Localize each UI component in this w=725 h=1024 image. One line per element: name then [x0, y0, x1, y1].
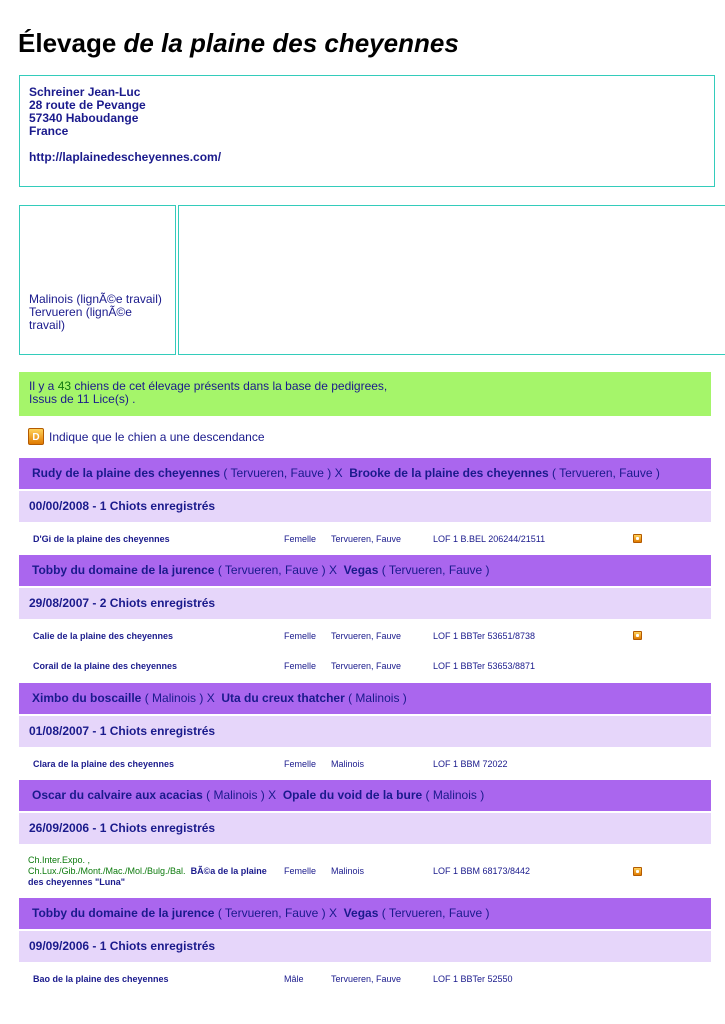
dog-lof: LOF 1 BBTer 53653/8871: [433, 661, 536, 671]
legend: [28, 428, 265, 445]
dog-sex: Femelle: [284, 759, 317, 769]
dog-color: Tervueren, Fauve: [331, 974, 402, 984]
dam-info: ( Tervueren, Fauve ): [378, 906, 490, 920]
dog-count: 43: [57, 379, 72, 393]
dog-color: Tervueren, Fauve: [331, 661, 402, 671]
title-kennel-name: de la plaine des cheyennes: [123, 28, 459, 58]
dam-info: ( Malinois ): [422, 788, 485, 802]
sire-info: ( Tervueren, Fauve ): [214, 563, 329, 577]
dog-name-link[interactable]: Clara de la plaine des cheyennes: [33, 759, 175, 769]
descendance-icon: D: [28, 428, 44, 445]
dog-name-link[interactable]: BÃ©a de la plaine des cheyennes "Luna": [28, 866, 267, 887]
dog-color: Malinois: [331, 866, 365, 876]
breeder-street: 28 route de Pevange: [29, 98, 146, 112]
pair-header: [19, 555, 711, 586]
summary-text-1: Il y a: [29, 379, 58, 393]
cross-x: X: [334, 466, 343, 480]
litter-header: 00/00/2008 - 1 Chiots enregistrés: [19, 491, 711, 522]
dog-name-link[interactable]: Calie de la plaine des cheyennes: [33, 631, 174, 641]
sire-info: ( Tervueren, Fauve ): [214, 906, 329, 920]
dam-link[interactable]: Vegas: [343, 906, 379, 920]
sire-link[interactable]: Tobby du domaine de la jurence: [32, 563, 215, 577]
photo-box: [178, 205, 725, 355]
dog-name-link[interactable]: Bao de la plaine des cheyennes: [33, 974, 169, 984]
descendance-icon[interactable]: [633, 631, 642, 640]
dog-color: Malinois: [331, 759, 365, 769]
breeder-address-box: [19, 75, 715, 187]
pair-header: [19, 683, 711, 714]
dog-name-with-titles[interactable]: [28, 855, 268, 888]
breeder-name: Schreiner Jean-Luc: [29, 85, 141, 99]
breeds-box: [19, 205, 176, 355]
dog-lof: LOF 1 B.BEL 206244/21511: [433, 534, 546, 544]
litter-header: 29/08/2007 - 2 Chiots enregistrés: [19, 588, 711, 619]
dog-sex: Femelle: [284, 866, 317, 876]
sire-link[interactable]: Ximbo du boscaille: [32, 691, 142, 705]
legend-text: Indique que le chien a une descendance: [49, 429, 265, 444]
summary-text-2: chiens de cet élevage présents dans la base de pedigrees,: [71, 379, 388, 393]
sire-link[interactable]: Rudy de la plaine des cheyennes: [32, 466, 221, 480]
cross-x: X: [328, 563, 337, 577]
descendance-icon[interactable]: [633, 534, 642, 543]
cross-x: X: [206, 691, 215, 705]
dog-color: Tervueren, Fauve: [331, 534, 402, 544]
dog-sex: Femelle: [284, 631, 317, 641]
summary-box: [19, 372, 711, 416]
page-title: [18, 28, 459, 59]
dog-sex: Femelle: [284, 534, 317, 544]
dog-title-1: Ch.Inter.Expo. ,: [28, 855, 91, 865]
dam-link[interactable]: Vegas: [343, 563, 379, 577]
dog-lof: LOF 1 BBTer 53651/8738: [433, 631, 536, 641]
title-prefix: Élevage: [18, 28, 117, 58]
dog-sex: Mâle: [284, 974, 304, 984]
summary-text-3: Issus de 11 Lice(s) .: [29, 392, 136, 406]
breed-tervueren: Tervueren (lignÃ©e travail): [29, 305, 132, 332]
descendance-icon[interactable]: [633, 867, 642, 876]
dog-color: Tervueren, Fauve: [331, 631, 402, 641]
breeder-website-link[interactable]: http://laplainedescheyennes.com/: [29, 150, 222, 164]
cross-x: X: [268, 788, 277, 802]
dog-title-2: Ch.Lux./Gib./Mont./Mac./Mol./Bulg./Bal.: [28, 866, 186, 876]
breeder-city: 57340 Haboudange: [29, 111, 139, 125]
dog-lof: LOF 1 BBM 72022: [433, 759, 508, 769]
sire-link[interactable]: Tobby du domaine de la jurence: [32, 906, 215, 920]
dog-name-link[interactable]: Corail de la plaine des cheyennes: [33, 661, 178, 671]
pair-header: [19, 780, 711, 811]
dam-info: ( Malinois ): [344, 691, 407, 705]
dam-link[interactable]: Uta du creux thatcher: [221, 691, 345, 705]
sire-info: ( Tervueren, Fauve ): [220, 466, 335, 480]
dog-lof: LOF 1 BBTer 52550: [433, 974, 513, 984]
litter-header: 01/08/2007 - 1 Chiots enregistrés: [19, 716, 711, 747]
dam-info: ( Tervueren, Fauve ): [378, 563, 490, 577]
dog-sex: Femelle: [284, 661, 317, 671]
dam-link[interactable]: Opale du void de la bure: [282, 788, 423, 802]
sire-info: ( Malinois ): [202, 788, 269, 802]
sire-link[interactable]: Oscar du calvaire aux acacias: [32, 788, 203, 802]
dog-lof: LOF 1 BBM 68173/8442: [433, 866, 531, 876]
pair-header: [19, 898, 711, 929]
litter-header: 09/09/2006 - 1 Chiots enregistrés: [19, 931, 711, 962]
cross-x: X: [328, 906, 337, 920]
breeder-country: France: [29, 124, 69, 138]
pair-header: [19, 458, 711, 489]
breed-malinois: Malinois (lignÃ©e travail): [29, 292, 162, 306]
dam-link[interactable]: Brooke de la plaine des cheyennes: [349, 466, 549, 480]
sire-info: ( Malinois ): [141, 691, 207, 705]
litter-header: 26/09/2006 - 1 Chiots enregistrés: [19, 813, 711, 844]
dam-info: ( Tervueren, Fauve ): [548, 466, 660, 480]
dog-name-link[interactable]: D'Gi de la plaine des cheyennes: [33, 534, 170, 544]
